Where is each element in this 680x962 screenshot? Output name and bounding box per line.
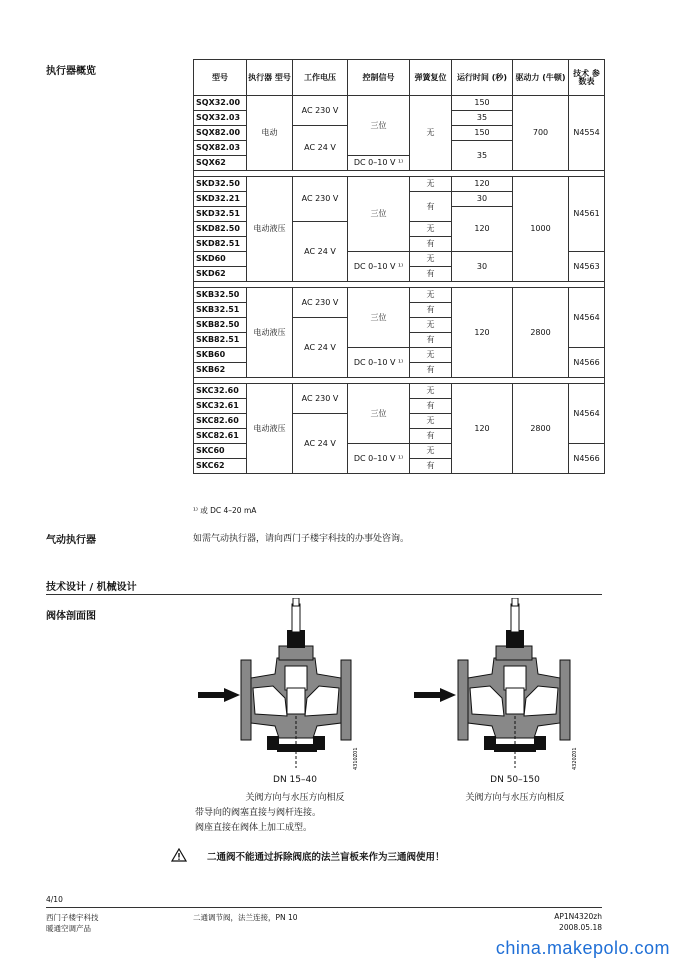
col-header-model: 型号: [194, 60, 247, 96]
footer-date: 2008.05.18: [559, 923, 602, 932]
model-cell: SKD62: [194, 267, 247, 282]
signal-cell: DC 0–10 V ¹⁾: [348, 348, 410, 378]
time-cell: 35: [452, 111, 513, 126]
diagram-id-right: 4320Z01: [572, 747, 578, 770]
divider: [46, 594, 602, 595]
spring-cell: 无: [410, 96, 452, 171]
pneumatic-title: 气动执行器: [46, 535, 96, 546]
voltage-cell: AC 230 V: [293, 177, 348, 222]
signal-cell: 三位: [348, 96, 410, 156]
time-cell: 35: [452, 141, 513, 171]
valve-section-title: 阀体剖面图: [46, 611, 96, 622]
signal-cell: 三位: [348, 288, 410, 348]
model-cell: SKB32.51: [194, 303, 247, 318]
time-cell: 150: [452, 96, 513, 111]
signal-cell: DC 0–10 V ¹⁾: [348, 156, 410, 171]
time-cell: 120: [452, 288, 513, 378]
col-header-time: 运行时间 (秒): [452, 60, 513, 96]
col-header-signal: 控制信号: [348, 60, 410, 96]
model-cell: SKD60: [194, 252, 247, 267]
spring-cell: 有: [410, 363, 452, 378]
signal-cell: 三位: [348, 384, 410, 444]
actuator-overview-title: 执行器概览: [46, 66, 96, 77]
actuator-type: 电动液压: [247, 177, 293, 282]
force-cell: 700: [513, 96, 569, 171]
pneumatic-text: 如需气动执行器，请向西门子楼宇科技的办事处咨询。: [193, 534, 410, 544]
force-cell: 2800: [513, 384, 569, 474]
caption-left-dn: DN 15–40: [273, 775, 317, 785]
caption-right-direction: 关阀方向与水压方向相反: [465, 793, 565, 803]
spring-cell: 无: [410, 288, 452, 303]
spring-cell: 有: [410, 429, 452, 444]
datasheet-cell: N4564: [569, 288, 605, 348]
model-cell: SKD32.21: [194, 192, 247, 207]
spring-cell: 无: [410, 444, 452, 459]
signal-cell: DC 0–10 V ¹⁾: [348, 444, 410, 474]
footnote: ¹⁾ 或 DC 4–20 mA: [193, 506, 257, 515]
page-number: 4/10: [46, 895, 63, 904]
spring-cell: 有: [410, 333, 452, 348]
voltage-cell: AC 230 V: [293, 384, 348, 414]
note-line: 阀座直接在阀体上加工成型。: [195, 823, 313, 833]
voltage-cell: AC 24 V: [293, 126, 348, 171]
spring-cell: 有: [410, 192, 452, 222]
footer-company: 西门子楼宇科技: [46, 913, 99, 922]
time-cell: 120: [452, 384, 513, 474]
valve-diagram-dn50-150: [440, 598, 590, 773]
note-line: 带导向的阀塞直接与阀杆连接。: [195, 808, 322, 818]
spring-cell: 有: [410, 267, 452, 282]
model-cell: SKC32.61: [194, 399, 247, 414]
actuator-type: 电动: [247, 96, 293, 171]
caption-right-dn: DN 50–150: [490, 775, 540, 785]
model-cell: SQX82.03: [194, 141, 247, 156]
spring-cell: 无: [410, 414, 452, 429]
footer-division: 暖通空调产品: [46, 924, 91, 933]
datasheet-cell: N4561: [569, 177, 605, 252]
model-cell: SKC32.60: [194, 384, 247, 399]
valve-diagram-dn15-40: [195, 598, 370, 773]
footer-divider: [46, 907, 602, 908]
spring-cell: 无: [410, 252, 452, 267]
col-header-datasheet: 技术 参数表: [569, 60, 605, 96]
spring-cell: 无: [410, 348, 452, 363]
model-cell: SKC62: [194, 459, 247, 474]
actuator-table: [193, 59, 605, 474]
col-header-voltage: 工作电压: [293, 60, 348, 96]
col-header-force: 驱动力 (牛顿): [513, 60, 569, 96]
voltage-cell: AC 24 V: [293, 222, 348, 282]
voltage-cell: AC 24 V: [293, 318, 348, 378]
actuator-type: 电动液压: [247, 384, 293, 474]
spring-cell: 无: [410, 222, 452, 237]
time-cell: 30: [452, 252, 513, 282]
datasheet-cell: N4563: [569, 252, 605, 282]
model-cell: SKB32.50: [194, 288, 247, 303]
model-cell: SKC60: [194, 444, 247, 459]
datasheet-cell: N4554: [569, 96, 605, 171]
footer-doc-title: 二通调节阀，法兰连接，PN 10: [193, 913, 298, 922]
flow-arrow-icon: [414, 688, 456, 702]
model-cell: SKC82.60: [194, 414, 247, 429]
voltage-cell: AC 24 V: [293, 414, 348, 474]
col-header-actuator: 执行器 型号: [247, 60, 293, 96]
datasheet-cell: N4566: [569, 348, 605, 378]
time-cell: 150: [452, 126, 513, 141]
spring-cell: 有: [410, 459, 452, 474]
diagram-id-left: 4310Z01: [353, 747, 359, 770]
datasheet-cell: N4564: [569, 384, 605, 444]
spring-cell: 无: [410, 384, 452, 399]
spring-cell: 有: [410, 303, 452, 318]
force-cell: 2800: [513, 288, 569, 378]
col-header-spring: 弹簧复位: [410, 60, 452, 96]
model-cell: SQX82.00: [194, 126, 247, 141]
model-cell: SKD82.51: [194, 237, 247, 252]
model-cell: SQX32.03: [194, 111, 247, 126]
warning-icon: [171, 848, 187, 862]
spring-cell: 有: [410, 399, 452, 414]
model-cell: SKB60: [194, 348, 247, 363]
model-cell: SKB82.51: [194, 333, 247, 348]
datasheet-cell: N4566: [569, 444, 605, 474]
model-cell: SKB82.50: [194, 318, 247, 333]
time-cell: 120: [452, 177, 513, 192]
watermark: china.makepolo.com: [495, 938, 670, 958]
model-cell: SQX62: [194, 156, 247, 171]
model-cell: SKD32.51: [194, 207, 247, 222]
spring-cell: 无: [410, 177, 452, 192]
flow-arrow-icon: [198, 688, 240, 702]
tech-design-title: 技术设计 / 机械设计: [46, 582, 137, 593]
model-cell: SKD82.50: [194, 222, 247, 237]
actuator-type: 电动液压: [247, 288, 293, 378]
footer-doc-code: AP1N4320zh: [554, 912, 602, 921]
time-cell: 30: [452, 192, 513, 207]
spring-cell: 无: [410, 318, 452, 333]
time-cell: 120: [452, 207, 513, 252]
model-cell: SKC82.61: [194, 429, 247, 444]
voltage-cell: AC 230 V: [293, 96, 348, 126]
model-cell: SKD32.50: [194, 177, 247, 192]
signal-cell: DC 0–10 V ¹⁾: [348, 252, 410, 282]
model-cell: SKB62: [194, 363, 247, 378]
warning-text: 二通阀不能通过拆除阀底的法兰盲板来作为三通阀使用！: [207, 852, 445, 863]
signal-cell: 三位: [348, 177, 410, 252]
model-cell: SQX32.00: [194, 96, 247, 111]
voltage-cell: AC 230 V: [293, 288, 348, 318]
spring-cell: 有: [410, 237, 452, 252]
caption-left-direction: 关阀方向与水压方向相反: [245, 793, 345, 803]
force-cell: 1000: [513, 177, 569, 282]
